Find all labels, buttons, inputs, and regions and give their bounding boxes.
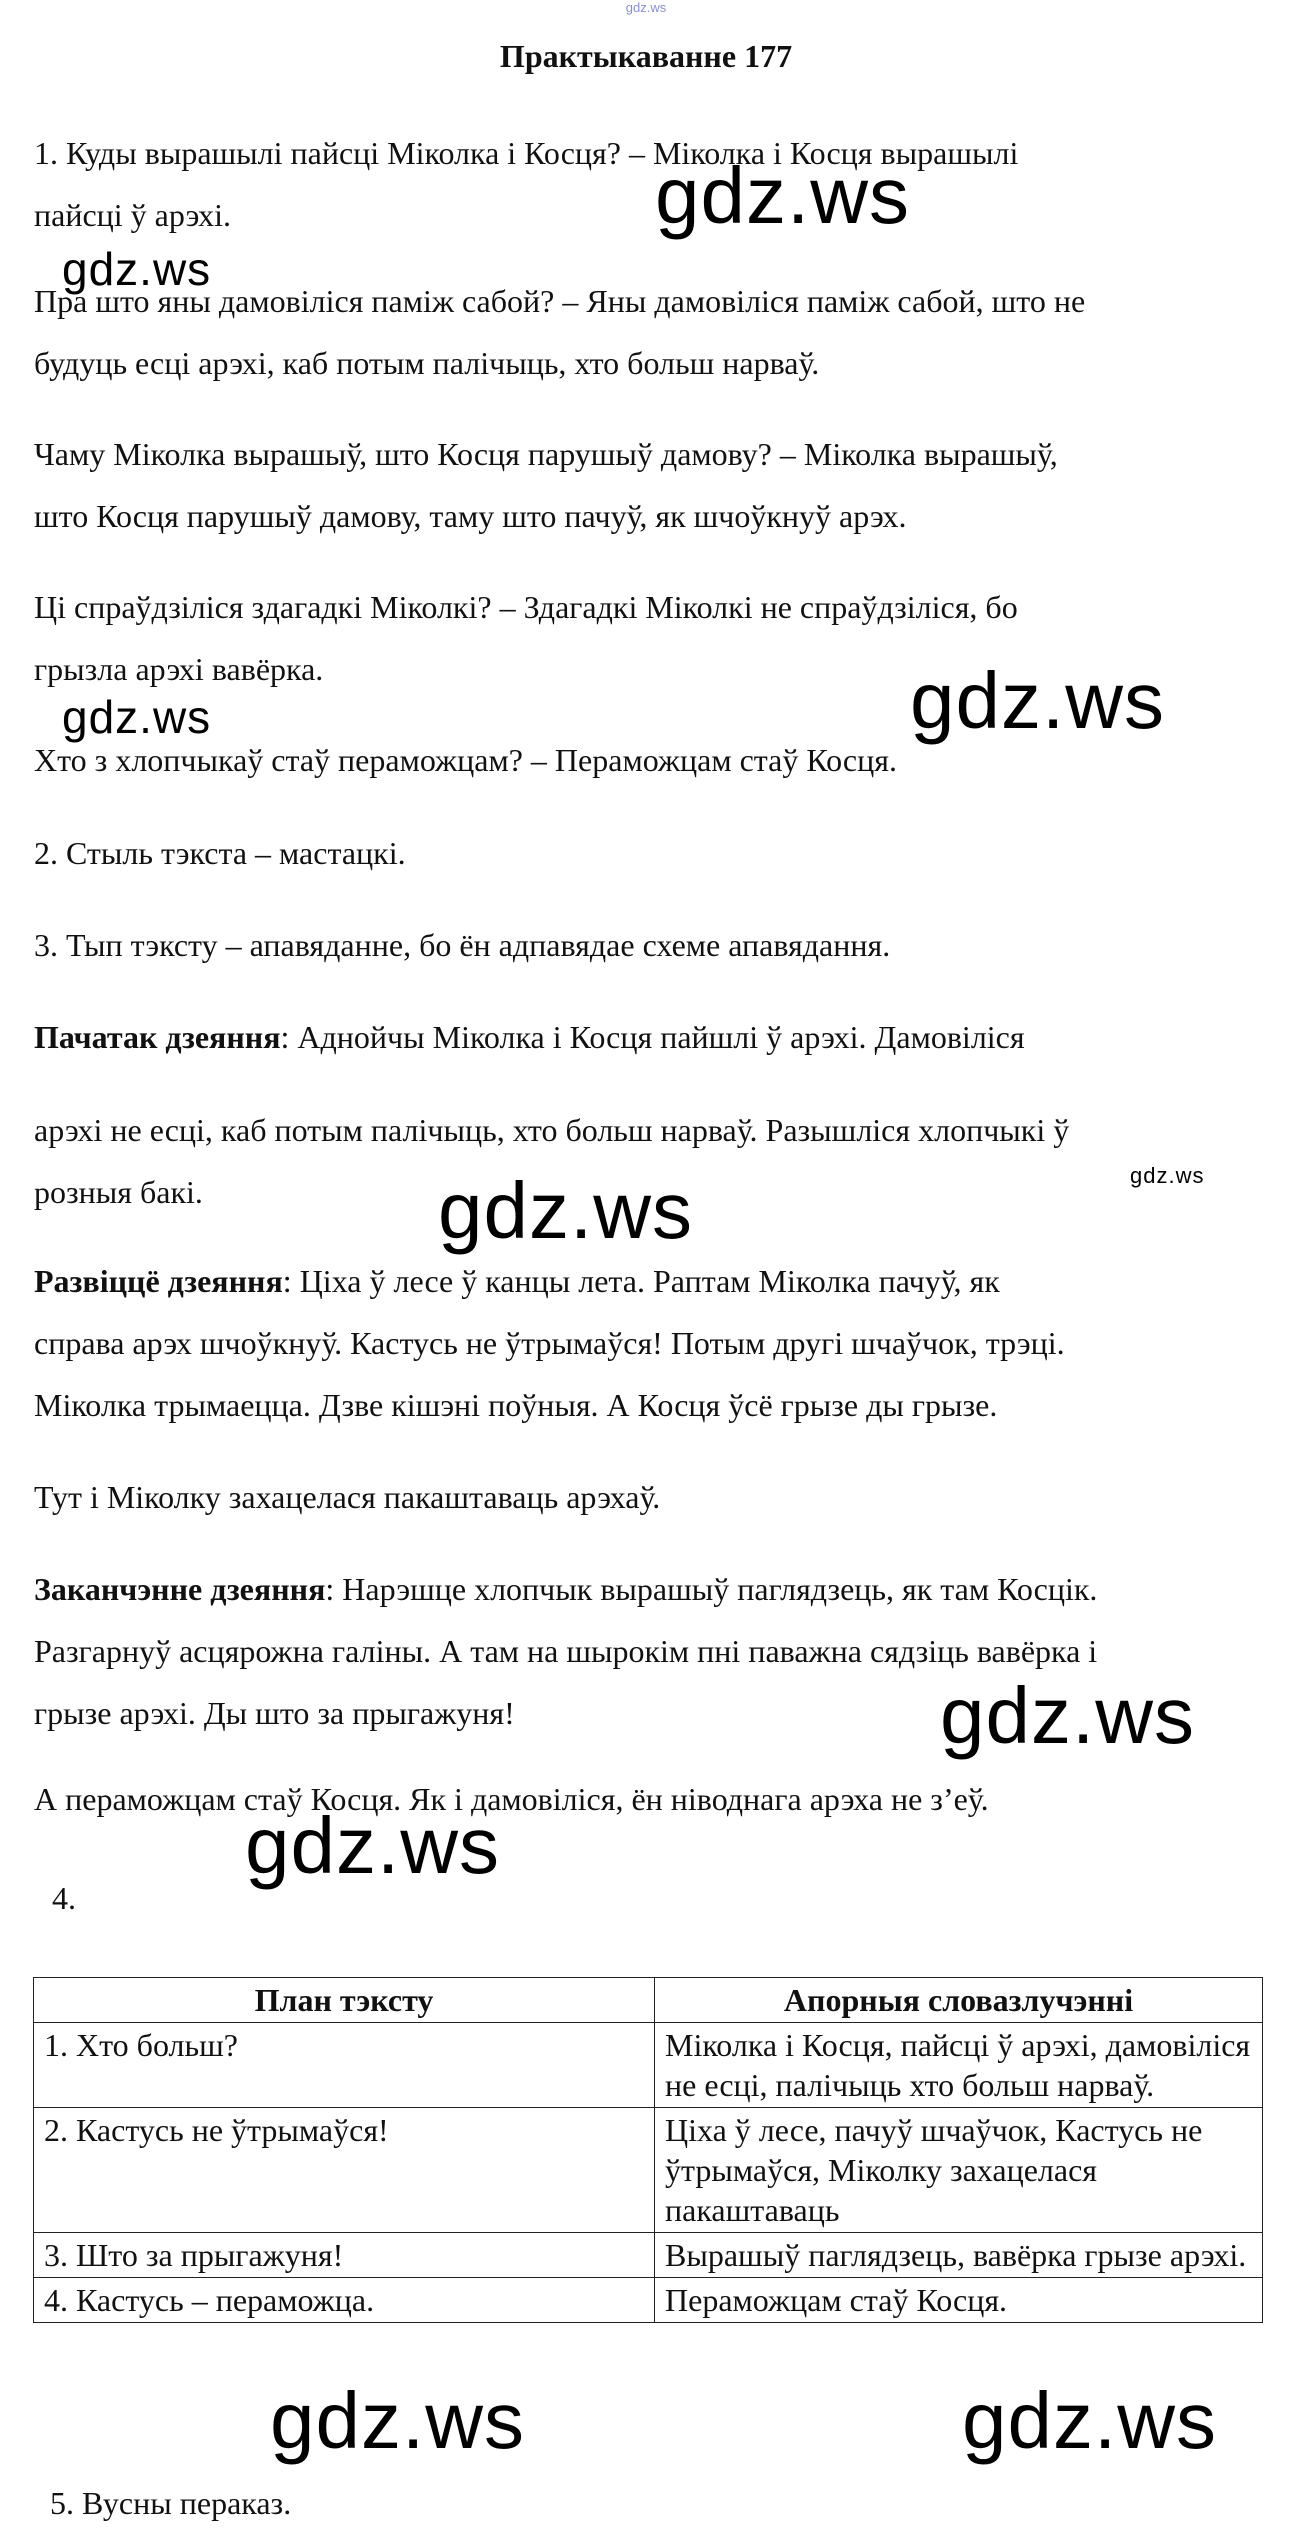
- watermark: gdz.ws: [270, 2376, 525, 2465]
- paragraph-ending: Заканчэнне дзеяння: Нарэшце хлопчык вырашыў паглядзець, як там Косцік. Разгарнуў асцярожна галіны. А там на шырокім пні паважна сядзіць вавёрка і грызе арэхі. Ды што за прыгажуня!: [34, 1571, 1098, 1731]
- watermark: gdz.ws: [245, 1801, 500, 1890]
- paragraph-q1: 1. Куды вырашылі пайсці Міколка і Косця? – Міколка і Косця вырашылі пайсці ў арэхі.: [34, 135, 1019, 233]
- task-5-label: 5. Вусны пераказ.: [50, 2485, 292, 2521]
- watermark: gdz.ws: [910, 656, 1165, 745]
- start-label: Пачатак дзеяння: [34, 1019, 281, 1055]
- paragraph-style: 2. Стыль тэкста – мастацкі.: [34, 835, 406, 871]
- dev-label: Развіццё дзеяння: [34, 1263, 283, 1299]
- words-cell: Пераможцам стаў Косця.: [655, 2278, 1263, 2323]
- words-cell: Вырашыў паглядзець, вавёрка грызе арэхі.: [655, 2233, 1263, 2278]
- table-row: [34, 2278, 1263, 2323]
- paragraph-q2: Пра што яны дамовіліся паміж сабой? – Яны дамовіліся паміж сабой, што не будуць есці арэхі, каб потым палічыць, хто больш нарваў.: [34, 283, 1086, 381]
- paragraph-q3: Чаму Міколка вырашыў, што Косця парушыў дамову? – Міколка вырашыў, што Косця парушыў дамову, таму што пачуў, як шчоўкнуў арэх.: [34, 436, 1058, 534]
- paragraph-start: арэхі не есці, каб потым палічыць, хто больш нарваў. Разышліся хлопчыкі ў розныя бакі.: [34, 1112, 1070, 1210]
- header-plan: План тэксту: [34, 1978, 655, 2023]
- top-watermark: gdz.ws: [625, 0, 667, 15]
- watermark: gdz.ws: [1130, 1163, 1205, 1188]
- plan-cell: 3. Што за прыгажуня!: [34, 2233, 655, 2278]
- words-cell: Ціха ў лесе, пачуў шчаўчок, Кастусь не ўтрымаўся, Міколку захацелася пакаштаваць: [655, 2108, 1263, 2233]
- words-cell: Міколка і Косця, пайсці ў арэхі, дамовіліся не есці, палічыць хто больш нарваў.: [655, 2023, 1263, 2108]
- paragraph-final: А пераможцам стаў Косця. Як і дамовіліся, ён ніводнага арэха не з’еў.: [34, 1781, 989, 1817]
- page-title: Практыкаванне 177: [499, 38, 793, 74]
- watermark: gdz.ws: [62, 691, 212, 743]
- watermark: gdz.ws: [655, 151, 910, 240]
- paragraph-development-end: Тут і Міколку захацелася пакаштаваць арэхаў.: [34, 1479, 661, 1515]
- table-row: [34, 2108, 1263, 2233]
- header-words: Апорныя словазлучэнні: [655, 1978, 1263, 2023]
- watermark: gdz.ws: [438, 1166, 693, 1255]
- paragraph-q4: Ці спраўдзіліся здагадкі Міколкі? – Здагадкі Міколкі не спраўдзіліся, бо грызла арэхі вавёрка.: [34, 589, 1018, 687]
- table-row: [34, 2023, 1263, 2108]
- watermark: gdz.ws: [62, 243, 212, 295]
- table-header-row: [34, 1978, 1263, 2023]
- plan-table: [33, 1977, 1263, 2323]
- plan-cell: 2. Кастусь не ўтрымаўся!: [34, 2108, 655, 2233]
- watermark: gdz.ws: [962, 2376, 1217, 2465]
- paragraph-start-line1: Пачатак дзеяння: Аднойчы Міколка і Косця пайшлі ў арэхі. Дамовіліся: [34, 1019, 1025, 1055]
- plan-cell: 1. Хто больш?: [34, 2023, 655, 2108]
- end-label: Заканчэнне дзеяння: [34, 1571, 326, 1607]
- paragraph-q5: Хто з хлопчыкаў стаў пераможцам? – Пераможцам стаў Косця.: [34, 742, 897, 778]
- paragraph-development: Развіццё дзеяння: Ціха ў лесе ў канцы лета. Раптам Міколка пачуў, як справа арэх шчоўкнуў. Кастусь не ўтрымаўся! Потым другі шчаўчок, трэці. Міколка трымаецца. Дзве кішэні поўныя. А Косця ўсё грызе ды грызе.: [34, 1263, 1065, 1423]
- plan-cell: 4. Кастусь – пераможца.: [34, 2278, 655, 2323]
- paragraph-type: 3. Тып тэксту – апавяданне, бо ён адпавядае схеме апавядання.: [34, 927, 891, 963]
- watermark: gdz.ws: [940, 1671, 1195, 1760]
- table-row: [34, 2233, 1263, 2278]
- task-4-label: 4.: [52, 1880, 76, 1916]
